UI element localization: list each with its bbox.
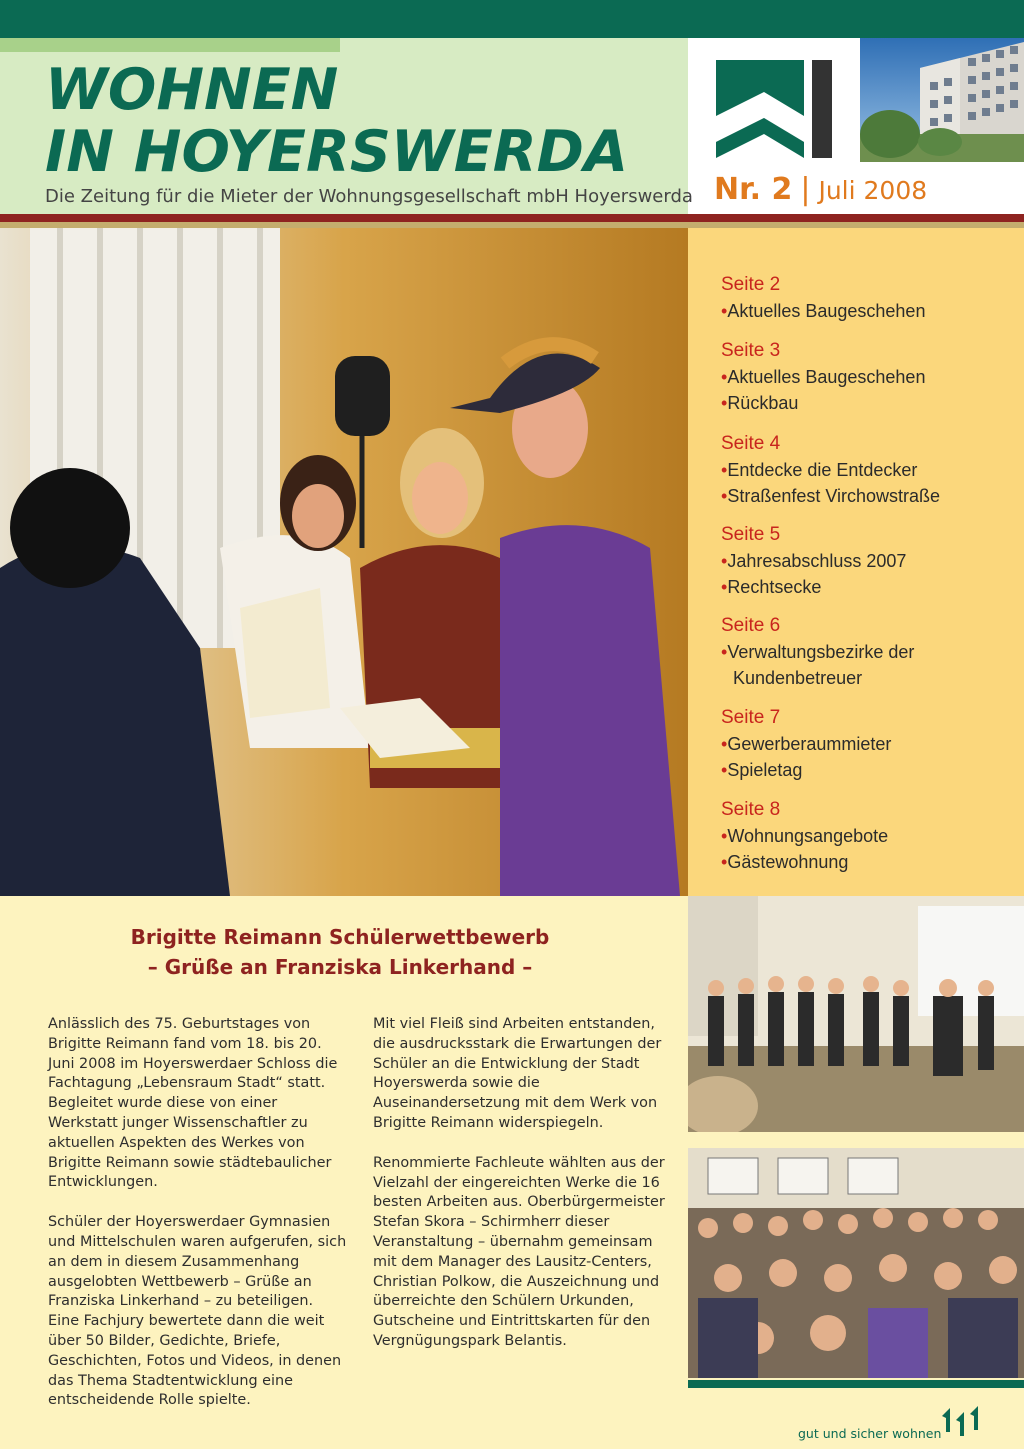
toc-item[interactable]: •Gewerberaummieter (721, 734, 892, 754)
toc-item[interactable]: •Verwaltungsbezirke der (721, 642, 915, 662)
table-of-contents (688, 228, 1024, 896)
houses-logo-icon (940, 1402, 984, 1438)
footer-bar (688, 1380, 1024, 1388)
toc-page-number[interactable]: Seite 3 (721, 340, 781, 361)
toc-entry (721, 797, 888, 875)
award-ceremony-photo (0, 228, 688, 896)
toc-item-continued[interactable]: Kundenbetreuer (733, 668, 863, 688)
article-paragraph: Renommierte Fachleute wählten aus der Vielzahl der eingereichten Werke die 16 besten Arbeiten aus. Oberbürgermeister Stefan Skora – Schirmherr dieser Veranstaltung – übernahm gemeinsam mit dem Manager des Lausitz-Centers, Christian Polkow, die Auszeichnung und überreichte den Schülern Urkunden, Gutscheine und Eintrittskarten für den Vergnügungspark Belantis. (373, 1154, 665, 1349)
toc-entry (721, 431, 940, 509)
masthead-title-line2: IN HOYERSWERDA (45, 119, 629, 185)
toc-item[interactable]: •Rückbau (721, 393, 799, 413)
masthead-subtitle: Die Zeitung für die Mieter der Wohnungsgesellschaft mbH Hoyerswerda (45, 186, 693, 207)
toc-page-number[interactable]: Seite 7 (721, 707, 781, 728)
article-paragraph: Schüler der Hoyerswerdaer Gymnasien und Mittelschulen waren aufgerufen, sich an dem in diesem Zusammenhang ausgelobten Wettbewerb – Grüße an Franziska Linkerhand – zu beteiligen. Eine Fachjury bewertete dann die weit über 50 Bilder, Gedichte, Briefe, Geschichten, Fotos und Videos, in denen das Thema Stadtentwicklung eine entscheidende Rolle spielte. (48, 1214, 347, 1409)
toc-item[interactable]: •Gästewohnung (721, 852, 849, 872)
article-title-line1: Brigitte Reimann Schülerwettbewerb (130, 925, 550, 949)
toc-entry (721, 522, 906, 600)
article-headline (60, 922, 620, 982)
toc-entry (721, 338, 925, 416)
toc-entry (721, 613, 914, 691)
toc-page-number[interactable]: Seite 8 (721, 799, 781, 820)
toc-page-number[interactable]: Seite 2 (721, 274, 781, 295)
issue-info (714, 172, 927, 207)
toc-entry (721, 272, 925, 324)
issue-date: Juli 2008 (818, 176, 928, 205)
toc-item[interactable]: •Aktuelles Baugeschehen (721, 367, 926, 387)
building-photo (860, 38, 1024, 162)
toc-page-number[interactable]: Seite 5 (721, 524, 781, 545)
toc-item[interactable]: •Wohnungsangebote (721, 826, 889, 846)
toc-item[interactable]: •Rechtsecke (721, 577, 822, 597)
article-title-line2: – Grüße an Franziska Linkerhand – (147, 955, 533, 979)
toc-item[interactable]: •Entdecke die Entdecker (721, 460, 918, 480)
header-divider (0, 214, 1024, 222)
article-column-2 (373, 1015, 673, 1372)
toc-item[interactable]: •Straßenfest Virchowstraße (721, 486, 941, 506)
company-logo-icon (712, 56, 836, 162)
header-accent-strip (0, 38, 340, 52)
issue-number: Nr. 2 (714, 172, 793, 207)
audience-photo (688, 1148, 1024, 1378)
toc-item[interactable]: •Aktuelles Baugeschehen (721, 301, 926, 321)
toc-page-number[interactable]: Seite 6 (721, 615, 781, 636)
toc-page-number[interactable]: Seite 4 (721, 433, 781, 454)
issue-separator: | (800, 172, 811, 207)
masthead-title-line1: WOHNEN (45, 57, 339, 123)
footer-slogan: gut und sicher wohnen (798, 1426, 942, 1441)
article-paragraph: Mit viel Fleiß sind Arbeiten entstanden, die ausdrucksstark die Erwartungen der Schüler an die Entwicklung der Stadt Hoyerswerda sowie die Auseinandersetzung mit dem Werk von Brigitte Reimann widerspiegeln. (373, 1016, 662, 1131)
toc-item[interactable]: •Jahresabschluss 2007 (721, 551, 907, 571)
toc-item[interactable]: •Spieletag (721, 760, 803, 780)
toc-entry (721, 705, 891, 783)
article-column-1 (48, 1015, 348, 1431)
students-stage-photo (688, 896, 1024, 1132)
article-paragraph: Anlässlich des 75. Geburtstages von Brigitte Reimann fand vom 18. bis 20. Juni 2008 im Hoyerswerdaer Schloss die Fachtagung „Lebensraum Stadt“ statt. Begleitet wurde diese von einer Werkstatt junger Wissenschaftler zu aktuellen Aspekten des Werkes von Brigitte Reimann sowie städtebaulicher Entwicklungen. (48, 1016, 338, 1191)
top-bar (0, 0, 1024, 38)
